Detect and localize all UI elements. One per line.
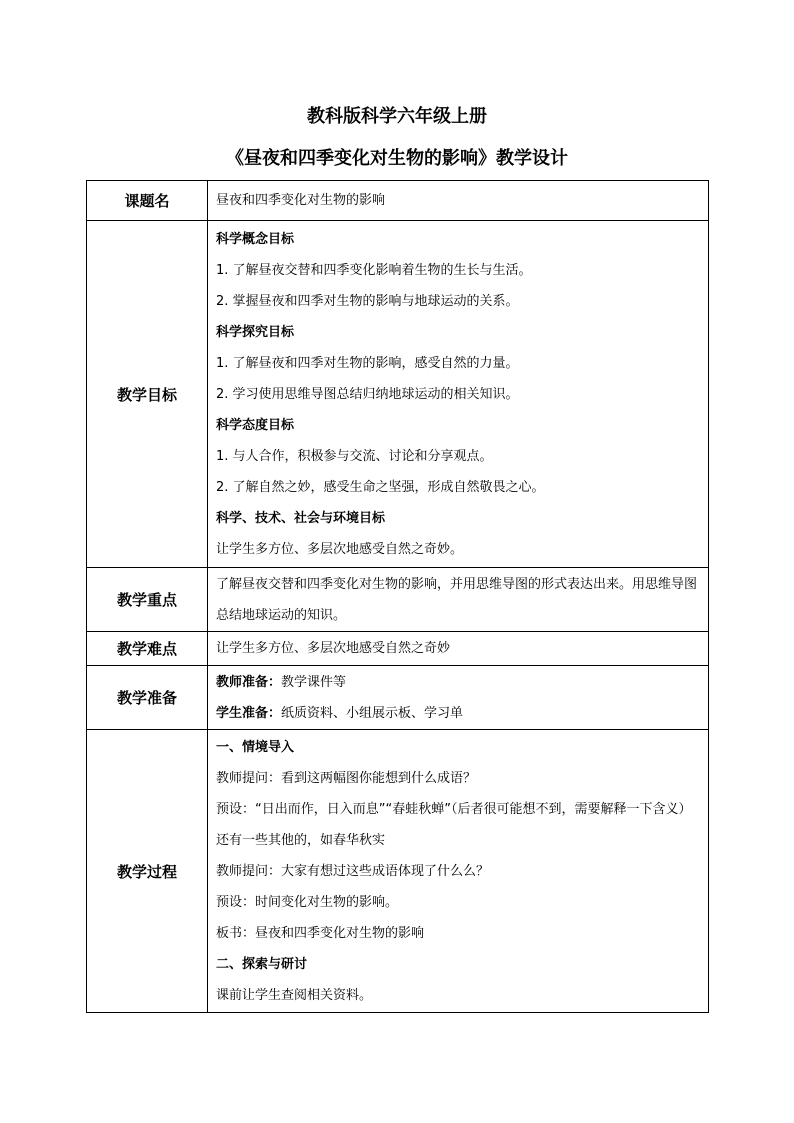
goals-cell [208,221,709,568]
topic-label: 课题名 [87,181,208,221]
inquiry-goal-item: 2. 学习使用思维导图总结归纳地球运动的相关知识。 [216,386,519,402]
table-row-process [87,730,709,1013]
inquiry-goal-item: 1. 了解昼夜和四季对生物的影响，感受自然的力量。 [216,355,519,371]
table-row-preparation [87,666,709,730]
process-label: 教学过程 [87,730,208,1013]
teacher-preparation [216,667,702,698]
difficulties-cell [208,632,709,666]
process-line: 预设：“日出而作，日入而息”“春蛙秋蝉”（后者很可能想不到，需要解释一下含义）还有一些其他的，如春华秋实 [216,801,692,848]
concept-goal-item: 2. 掌握昼夜和四季对生物的影响与地球运动的关系。 [216,293,519,309]
lesson-plan-table [86,180,709,1013]
process-cell [208,730,709,1013]
process-line: 预设：时间变化对生物的影响。 [216,894,399,910]
inquiry-goal-heading: 科学探究目标 [216,324,295,340]
key-points-cell [208,568,709,632]
key-points-value: 了解昼夜交替和四季变化对生物的影响，并用思维导图的形式表达出来。用思维导图总结地球运动的知识。 [216,576,698,623]
difficulties-label: 教学难点 [87,632,208,666]
attitude-goal-item: 1. 与人合作，积极参与交流、讨论和分享观点。 [216,448,493,464]
process-line: 板书：昼夜和四季变化对生物的影响 [216,925,425,941]
concept-goal-heading: 科学概念目标 [216,231,295,247]
preparation-cell [208,666,709,730]
document-subtitle: 《昼夜和四季变化对生物的影响》教学设计 [226,148,568,169]
table-row-goals [87,221,709,568]
concept-goal-item: 1. 了解昼夜交替和四季变化影响着生物的生长与生活。 [216,262,532,278]
student-preparation-label: 学生准备： [216,705,282,721]
teacher-preparation-value: 教学课件等 [281,674,347,690]
difficulties-value: 让学生多方位、多层次地感受自然之奇妙 [216,641,451,656]
student-preparation-value: 纸质资料、小组展示板、学习单 [281,705,464,721]
attitude-goal-heading: 科学态度目标 [216,417,295,433]
key-points-label: 教学重点 [87,568,208,632]
topic-value: 昼夜和四季变化对生物的影响 [216,193,386,208]
preparation-label: 教学准备 [87,666,208,730]
document-title: 教科版科学六年级上册 [307,106,487,127]
table-row-difficulties [87,632,709,666]
attitude-goal-item: 2. 了解自然之妙，感受生命之坚强，形成自然敬畏之心。 [216,479,545,495]
process-section-heading: 一、情境导入 [216,739,295,755]
process-line: 课前让学生查阅相关资料。 [216,987,373,1003]
table-row-topic [87,181,709,221]
topic-value-cell [208,181,709,221]
sts-goal-heading: 科学、技术、社会与环境目标 [216,510,386,526]
teacher-preparation-label: 教师准备： [216,674,282,690]
sts-goal-item: 让学生多方位、多层次地感受自然之奇妙。 [216,541,464,557]
process-line: 教师提问：看到这两幅图你能想到什么成语？ [216,770,477,786]
table-row-key-points [87,568,709,632]
process-line: 教师提问：大家有想过这些成语体现了什么么？ [216,863,490,879]
process-section-heading: 二、探索与研讨 [216,956,308,972]
goals-label: 教学目标 [87,221,208,568]
student-preparation [216,698,702,729]
